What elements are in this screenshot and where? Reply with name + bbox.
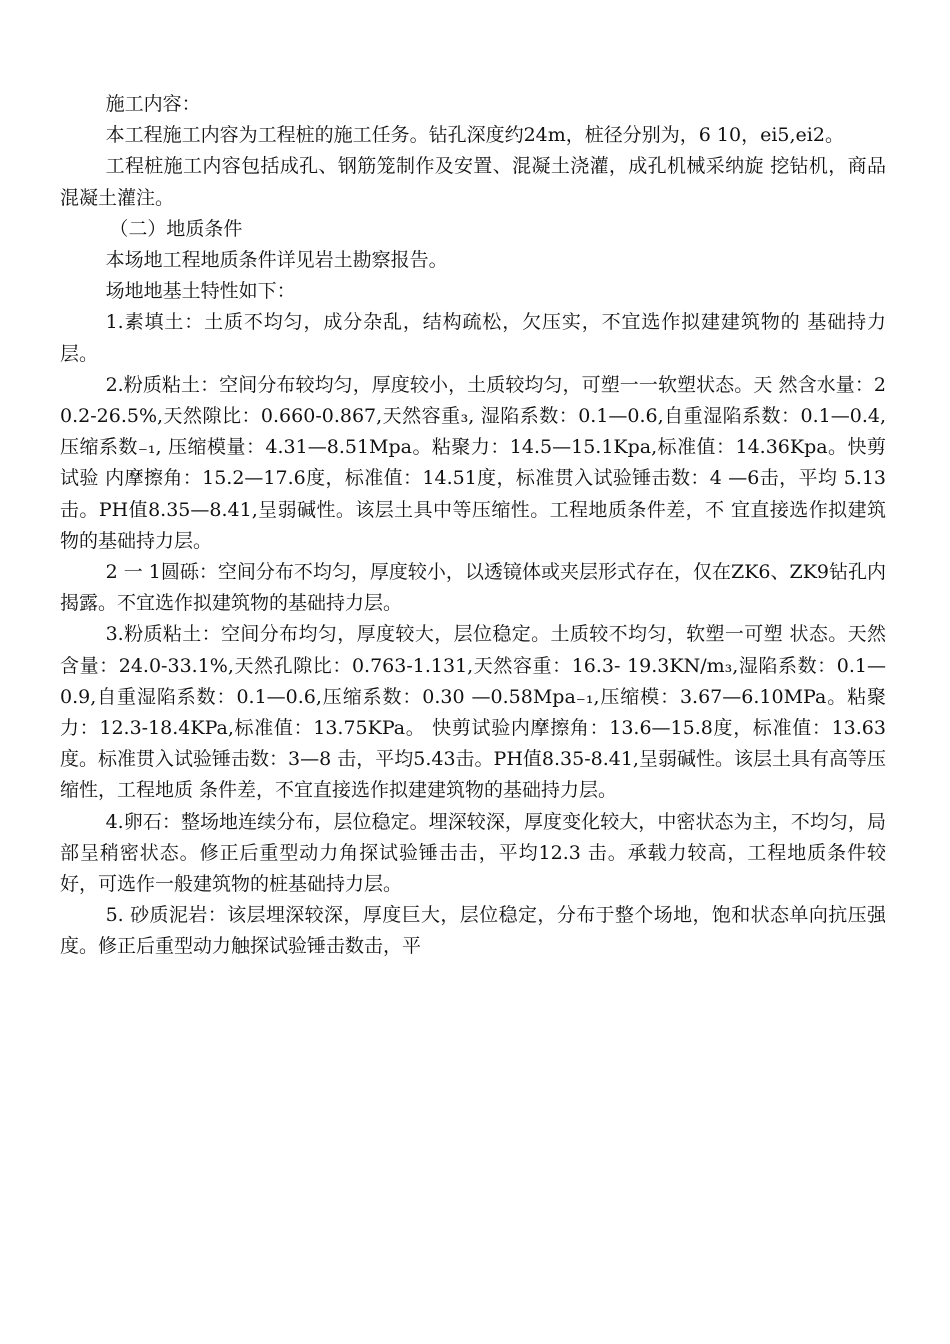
paragraph-soil-properties-intro: 场地地基土特性如下： [105, 280, 296, 303]
paragraph-layer-1-fill: 1.素填土：土质不均匀，成分杂乱，结构疏松，欠压实，不宜选作拟建建筑物的 基础持力层。 [60, 311, 886, 365]
paragraph-layer-3-silty-clay: 3.粉质粘土：空间分布均匀，厚度较大，层位稳定。土质较不均匀，软塑一可塑 状态。天然含量：24.0-33.1%,天然孔隙比：0.763-1.131,天然容重：16.3- 19.3KN/m₃,湿陷系数：0.1—0.9,自重湿陷系数：0.1—0.6,压缩系数：0.30 —0.58Mpa₋₁,压缩模：3.67—6.10MPa。粘聚力：12.3-18.4KPa,标准值：13.75KPa。 快剪试验内摩擦角：13.6—15.8度，标准值：13.63度。标准贯入试验锤击数：3—8 击，平均5.43击。PH值8.35-8.41,呈弱碱性。该层土具有高等压缩性，工程地质 条件差，不宜直接选作拟建建筑物的基础持力层。 [60, 623, 886, 802]
paragraph-construction-heading: 施工内容： [105, 93, 201, 115]
paragraph-layer-4-cobble: 4.卵石：整场地连续分布，层位稳定。埋深较深，厚度变化较大，中密状态为主，不均匀，局部呈稍密状态。修正后重型动力角探试验锤击击，平均12.3 击。承载力较高，工程地质条件较好，可选作一般建筑物的桩基础持力层。 [60, 810, 886, 896]
paragraph-construction-scope: 本工程施工内容为工程桩的施工任务。钻孔深度约24m，桩径分别为，6 10，ei5,ei2。 [105, 124, 844, 147]
paragraph-pile-works: 工程桩施工内容包括成孔、钢筋笼制作及安置、混凝土浇灌，成孔机械采纳旋 挖钻机，商品混凝土灌注。 [60, 155, 886, 209]
paragraph-layer-5-mudstone: 5. 砂质泥岩：该层埋深较深，厚度巨大，层位稳定，分布于整个场地，饱和状态单向抗压强度。修正后重型动力触探试验锤击数击，平 [60, 904, 886, 958]
document-body [60, 89, 886, 963]
section-heading-geology: （二）地质条件 [109, 217, 243, 240]
paragraph-geology-report: 本场地工程地质条件详见岩土勘察报告。 [105, 249, 448, 272]
paragraph-layer-2-silty-clay: 2.粉质粘土：空间分布较均匀，厚度较小，土质较均匀，可塑一一软塑状态。天 然含水量：20.2-26.5%,天然隙比：0.660-0.867,天然容重₃, 湿陷系数：0.1—0.6,自重湿陷系数：0.1—0.4,压缩系数₋₁, 压缩模量：4.31—8.51Mpa。粘聚力：14.5—15.1Kpa,标准值：14.36Kpa。快剪试验 内摩擦角：15.2—17.6度，标准值：14.51度，标准贯入试验锤击数：4 —6击，平均 5.13击。PH值8.35—8.41,呈弱碱性。该层土具中等压缩性。工程地质条件差，不 宜直接选作拟建筑物的基础持力层。 [60, 373, 886, 552]
paragraph-layer-2-1-gravel: 2 一 1圆砾：空间分布不均匀，厚度较小，以透镜体或夹层形式存在，仅在ZK6、ZK9钻孔内揭露。不宜选作拟建筑物的基础持力层。 [60, 561, 886, 615]
